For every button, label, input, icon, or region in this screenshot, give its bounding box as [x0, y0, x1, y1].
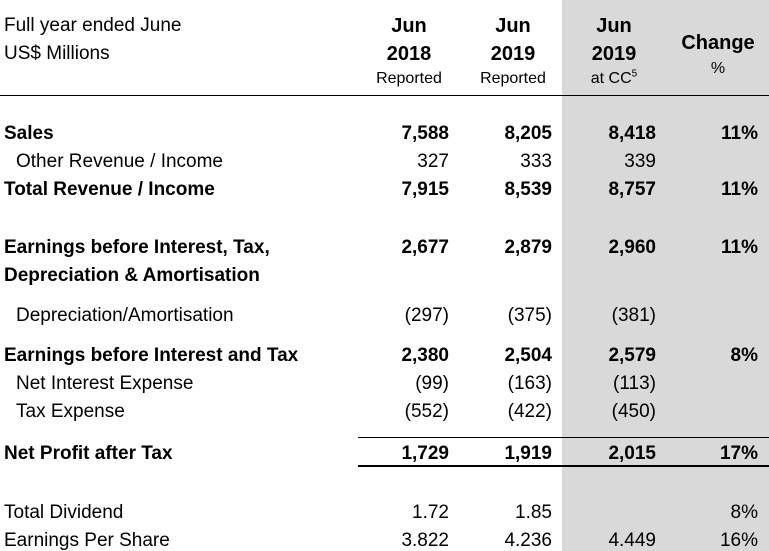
col1-header-month: Jun: [391, 15, 427, 37]
row-label-total-dividend: Total Dividend: [4, 502, 124, 523]
cell-depreciation-col2: (375): [507, 305, 552, 326]
cell-net-interest-col3: (113): [613, 373, 656, 394]
col4-header-unit: %: [710, 60, 726, 77]
cell-depreciation-col3: (381): [611, 305, 656, 326]
row-label-ebit: Earnings before Interest and Tax: [4, 345, 299, 366]
cell-depreciation-col1: (297): [404, 305, 449, 326]
row-label-net-profit: Net Profit after Tax: [4, 443, 173, 464]
cell-net-profit-col2: 1,919: [504, 443, 552, 464]
cell-sales-col2: 8,205: [504, 123, 552, 144]
col3-header-month: Jun: [596, 15, 632, 37]
cell-other-revenue-col1: 327: [417, 151, 449, 172]
cell-ebitda-col1: 2,677: [401, 237, 449, 258]
cell-total-revenue-col1: 7,915: [401, 179, 449, 200]
cell-total-revenue-col2: 8,539: [504, 179, 552, 200]
cell-ebit-col4: 8%: [730, 345, 758, 366]
row-label-total-revenue: Total Revenue / Income: [4, 179, 215, 200]
row-label-ebitda: Earnings before Interest, Tax,: [4, 237, 270, 258]
col2-header-year: 2019: [490, 43, 536, 65]
col4-header-title: Change: [681, 32, 755, 54]
cell-sales-col3: 8,418: [608, 123, 656, 144]
cell-eps-col3: 4.449: [608, 530, 656, 551]
cell-sales-col1: 7,588: [401, 123, 449, 144]
net-profit-top-rule: [358, 437, 769, 438]
cell-sales-col4: 11%: [721, 123, 758, 144]
cell-other-revenue-col3: 339: [624, 151, 656, 172]
header-divider: [0, 95, 769, 96]
cell-net-profit-col4: 17%: [719, 443, 758, 464]
cell-net-profit-col3: 2,015: [608, 443, 656, 464]
col1-header-year: 2018: [386, 43, 432, 65]
cell-net-interest-col2: (163): [507, 373, 552, 394]
row-label-eps: Earnings Per Share: [4, 530, 170, 551]
cell-total-dividend-col4: 8%: [730, 502, 758, 523]
cell-ebitda-col3: 2,960: [608, 237, 656, 258]
row-label-sales: Sales: [4, 123, 54, 144]
col2-header-month: Jun: [495, 15, 531, 37]
cell-total-revenue-col4: 11%: [721, 179, 758, 200]
cell-net-profit-col1: 1,729: [401, 443, 449, 464]
col1-header-basis: Reported: [376, 70, 442, 87]
col2-header-basis: Reported: [480, 70, 546, 87]
cell-total-dividend-col2: 1.85: [515, 502, 552, 523]
cell-tax-expense-col2: (422): [507, 401, 552, 422]
row-label-ebitda-line2: Depreciation & Amortisation: [4, 265, 260, 286]
cell-ebit-col1: 2,380: [401, 345, 449, 366]
cell-tax-expense-col1: (552): [404, 401, 449, 422]
cell-net-interest-col1: (99): [415, 373, 449, 394]
row-label-depreciation: Depreciation/Amortisation: [16, 305, 234, 326]
cell-ebit-col3: 2,579: [608, 345, 656, 366]
cell-ebitda-col4: 11%: [721, 237, 758, 258]
cell-other-revenue-col2: 333: [520, 151, 552, 172]
col3-header-year: 2019: [591, 43, 637, 65]
cell-ebit-col2: 2,504: [504, 345, 552, 366]
cell-eps-col1: 3.822: [401, 530, 449, 551]
cell-tax-expense-col3: (450): [611, 401, 656, 422]
header-units-label: US$ Millions: [4, 43, 110, 64]
cell-eps-col4: 16%: [719, 530, 758, 551]
cell-total-revenue-col3: 8,757: [608, 179, 656, 200]
cell-ebitda-col2: 2,879: [504, 237, 552, 258]
cell-eps-col2: 4.236: [504, 530, 552, 551]
row-label-other-revenue: Other Revenue / Income: [16, 151, 223, 172]
col3-header-basis: at $CC^5$: [590, 68, 638, 87]
net-profit-bottom-rule: [358, 465, 769, 467]
cell-total-dividend-col1: 1.72: [412, 502, 449, 523]
row-label-net-interest: Net Interest Expense: [16, 373, 194, 394]
header-period-label: Full year ended June: [4, 15, 182, 36]
row-label-tax-expense: Tax Expense: [16, 401, 125, 422]
